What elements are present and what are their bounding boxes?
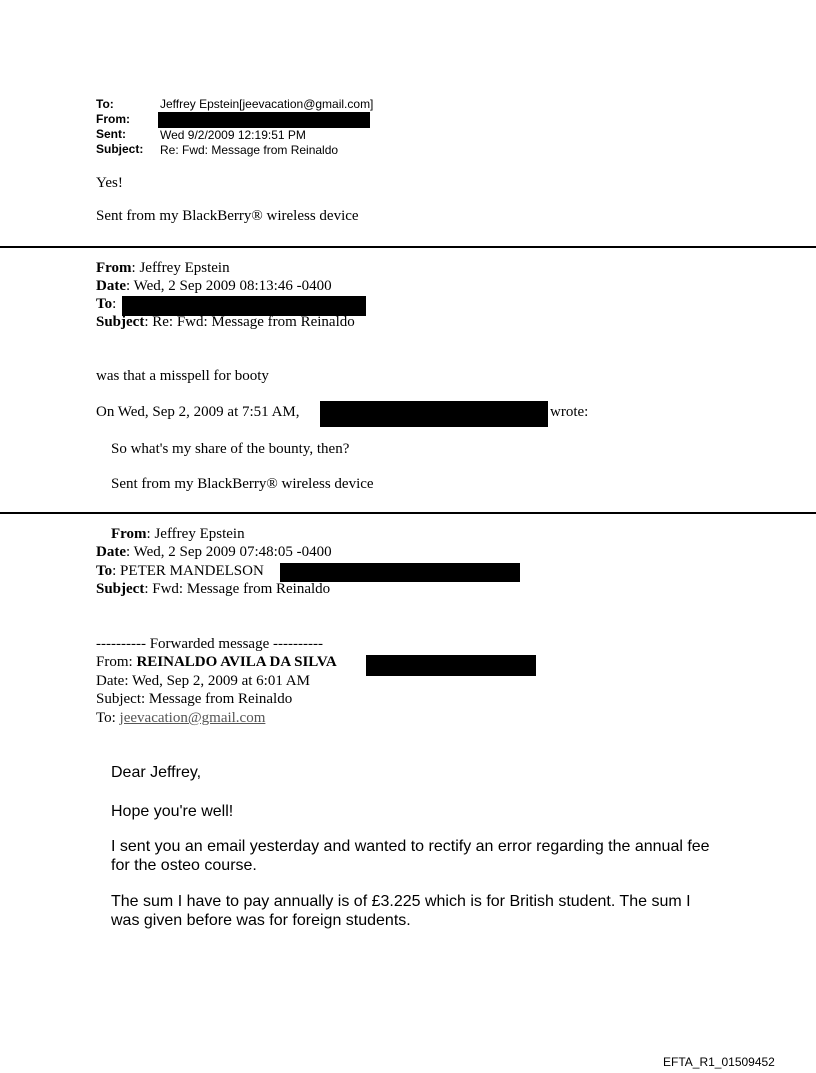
msg3-from-line: From: Jeffrey Epstein — [111, 526, 245, 542]
letter-paragraph: I sent you an email yesterday and wanted to rectify an error regarding the annual fee — [111, 838, 710, 855]
from-label: From: — [96, 112, 130, 126]
quote-intro: On Wed, Sep 2, 2009 at 7:51 AM, — [96, 404, 300, 420]
redaction-bar — [280, 563, 520, 582]
quote-wrote: wrote: — [550, 404, 589, 420]
letter-greeting: Dear Jeffrey, — [111, 764, 202, 781]
forward-to-line: To: jeevacation@gmail.com — [96, 710, 266, 726]
msg3-subject-line: Subject: Fwd: Message from Reinaldo — [96, 581, 331, 597]
redaction-bar — [122, 296, 366, 316]
letter-paragraph: The sum I have to pay annually is of £3.225 which is for British student. The sum I — [111, 893, 691, 910]
forward-from-line: From: REINALDO AVILA DA SILVA — [96, 654, 337, 670]
divider — [0, 246, 816, 248]
msg2-to-line: To: — [96, 296, 117, 312]
subject-label: Subject: — [96, 142, 144, 156]
letter-paragraph: was given before was for foreign students. — [111, 912, 411, 929]
email-link[interactable]: jeevacation@gmail.com — [119, 710, 266, 726]
sent-label: Sent: — [96, 127, 126, 141]
msg2-subject-line: Subject: Re: Fwd: Message from Reinaldo — [96, 314, 355, 330]
divider — [0, 512, 816, 514]
msg3-date-line: Date: Wed, 2 Sep 2009 07:48:05 -0400 — [96, 544, 332, 560]
reply-signature: Sent from my BlackBerry® wireless device — [96, 208, 359, 224]
redaction-bar — [320, 401, 548, 427]
to-label: To: — [96, 97, 114, 111]
to-value: Jeffrey Epstein[jeevacation@gmail.com] — [160, 97, 374, 111]
letter-paragraph: Hope you're well! — [111, 803, 234, 820]
reply-body: Yes! — [96, 175, 123, 191]
redaction-bar — [158, 112, 370, 128]
forward-date-line: Date: Wed, Sep 2, 2009 at 6:01 AM — [96, 673, 310, 689]
quote-body: So what's my share of the bounty, then? — [111, 441, 350, 457]
redaction-bar — [366, 655, 536, 676]
msg2-date-line: Date: Wed, 2 Sep 2009 08:13:46 -0400 — [96, 278, 332, 294]
quote-signature: Sent from my BlackBerry® wireless device — [111, 476, 374, 492]
letter-paragraph: for the osteo course. — [111, 857, 257, 874]
sent-value: Wed 9/2/2009 12:19:51 PM — [160, 128, 306, 142]
forward-separator: ---------- Forwarded message ---------- — [96, 636, 323, 652]
subject-value: Re: Fwd: Message from Reinaldo — [160, 143, 339, 157]
msg2-body: was that a misspell for booty — [96, 368, 269, 384]
document-id: EFTA_R1_01509452 — [663, 1055, 775, 1069]
msg2-from-line: From: Jeffrey Epstein — [96, 260, 230, 276]
forward-subject-line: Subject: Message from Reinaldo — [96, 691, 293, 707]
msg3-to-line: To: PETER MANDELSON — [96, 563, 264, 579]
